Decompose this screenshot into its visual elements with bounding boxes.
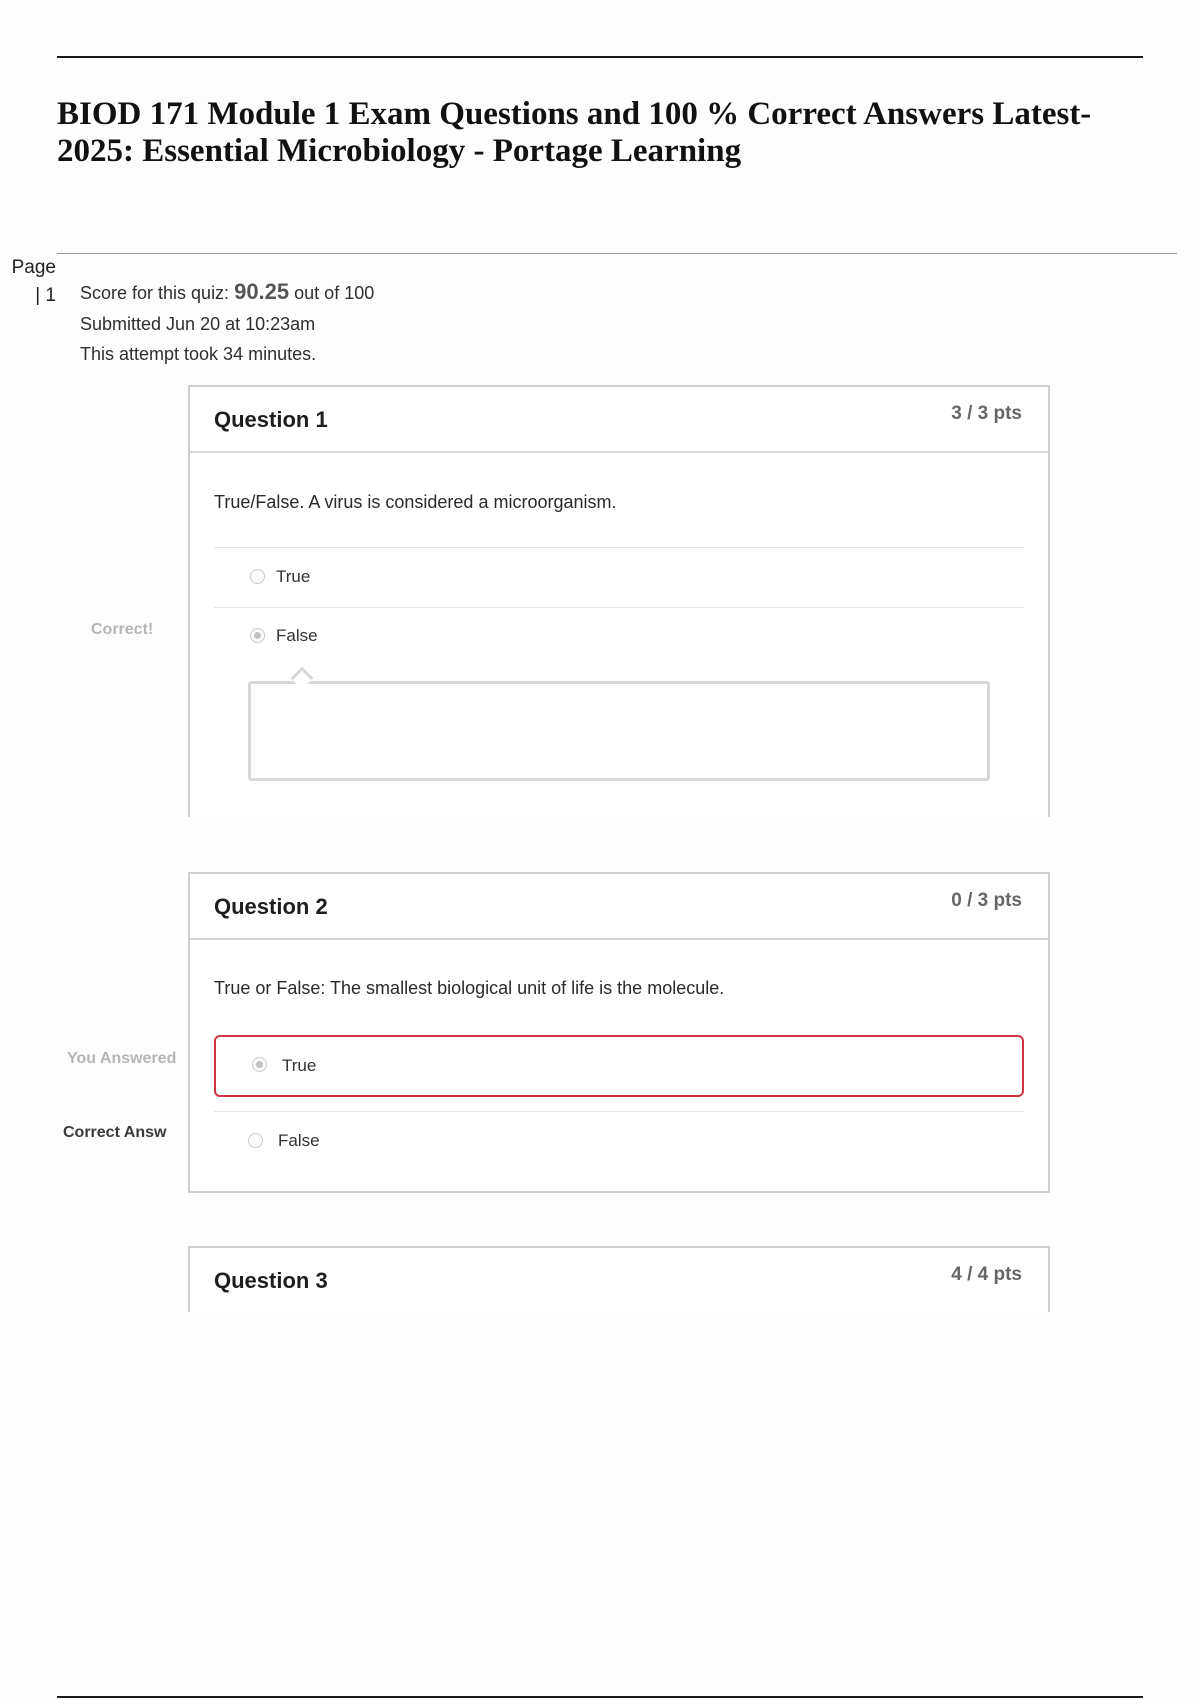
question-card-2 bbox=[188, 872, 1050, 1193]
question-card-3 bbox=[188, 1246, 1050, 1312]
you-answered-label: You Answered bbox=[67, 1050, 177, 1067]
question-text: True or False: The smallest biological unit of life is the molecule. bbox=[214, 978, 725, 998]
attempt-duration: This attempt took 34 minutes. bbox=[80, 344, 317, 364]
answer-label: True bbox=[282, 1056, 317, 1075]
question-header bbox=[190, 874, 1048, 940]
score-prefix: Score for this quiz: bbox=[80, 283, 230, 303]
page-number: Page | 1 bbox=[11, 257, 56, 306]
answer-option-false[interactable] bbox=[214, 1114, 1024, 1170]
radio-button-selected[interactable] bbox=[250, 628, 265, 643]
answer-divider bbox=[214, 607, 1024, 608]
submitted-time: Submitted Jun 20 at 10:23am bbox=[80, 314, 316, 334]
question-title: Question 1 bbox=[214, 407, 328, 432]
question-points: 0 / 3 pts bbox=[951, 890, 1022, 911]
question-header bbox=[190, 387, 1048, 453]
answer-label: False bbox=[278, 1131, 320, 1150]
radio-button[interactable] bbox=[250, 569, 265, 584]
question-header bbox=[190, 1248, 1048, 1312]
answer-option-true-incorrect[interactable] bbox=[214, 1035, 1024, 1097]
correct-answer-label: Correct Answ bbox=[63, 1124, 167, 1141]
question-text: True/False. A virus is considered a microorganism. bbox=[214, 492, 617, 512]
answer-option-true[interactable] bbox=[214, 550, 1024, 606]
score-line bbox=[80, 279, 374, 305]
answer-divider bbox=[214, 547, 1024, 548]
section-rule bbox=[57, 253, 1177, 254]
answer-option-false[interactable] bbox=[214, 609, 1024, 665]
score-suffix: out of 100 bbox=[294, 283, 375, 303]
answer-label: True bbox=[276, 567, 311, 586]
question-card-1 bbox=[188, 385, 1050, 817]
comment-box bbox=[248, 681, 990, 781]
score-value: 90.25 bbox=[234, 279, 290, 304]
question-points: 3 / 3 pts bbox=[951, 403, 1022, 424]
correct-label: Correct! bbox=[91, 621, 154, 638]
answer-label: False bbox=[276, 626, 318, 645]
document-title: BIOD 171 Module 1 Exam Questions and 100 % Correct Answers Latest-2025: Essential Microbiology - Portage Learning bbox=[57, 96, 1092, 169]
question-title: Question 2 bbox=[214, 894, 328, 919]
header-rule bbox=[57, 56, 1143, 58]
question-title: Question 3 bbox=[214, 1268, 328, 1293]
answer-divider bbox=[214, 1111, 1024, 1112]
radio-button-selected[interactable] bbox=[252, 1057, 267, 1072]
footer-rule bbox=[57, 1696, 1143, 1698]
radio-button[interactable] bbox=[248, 1133, 263, 1148]
question-points: 4 / 4 pts bbox=[951, 1264, 1022, 1285]
